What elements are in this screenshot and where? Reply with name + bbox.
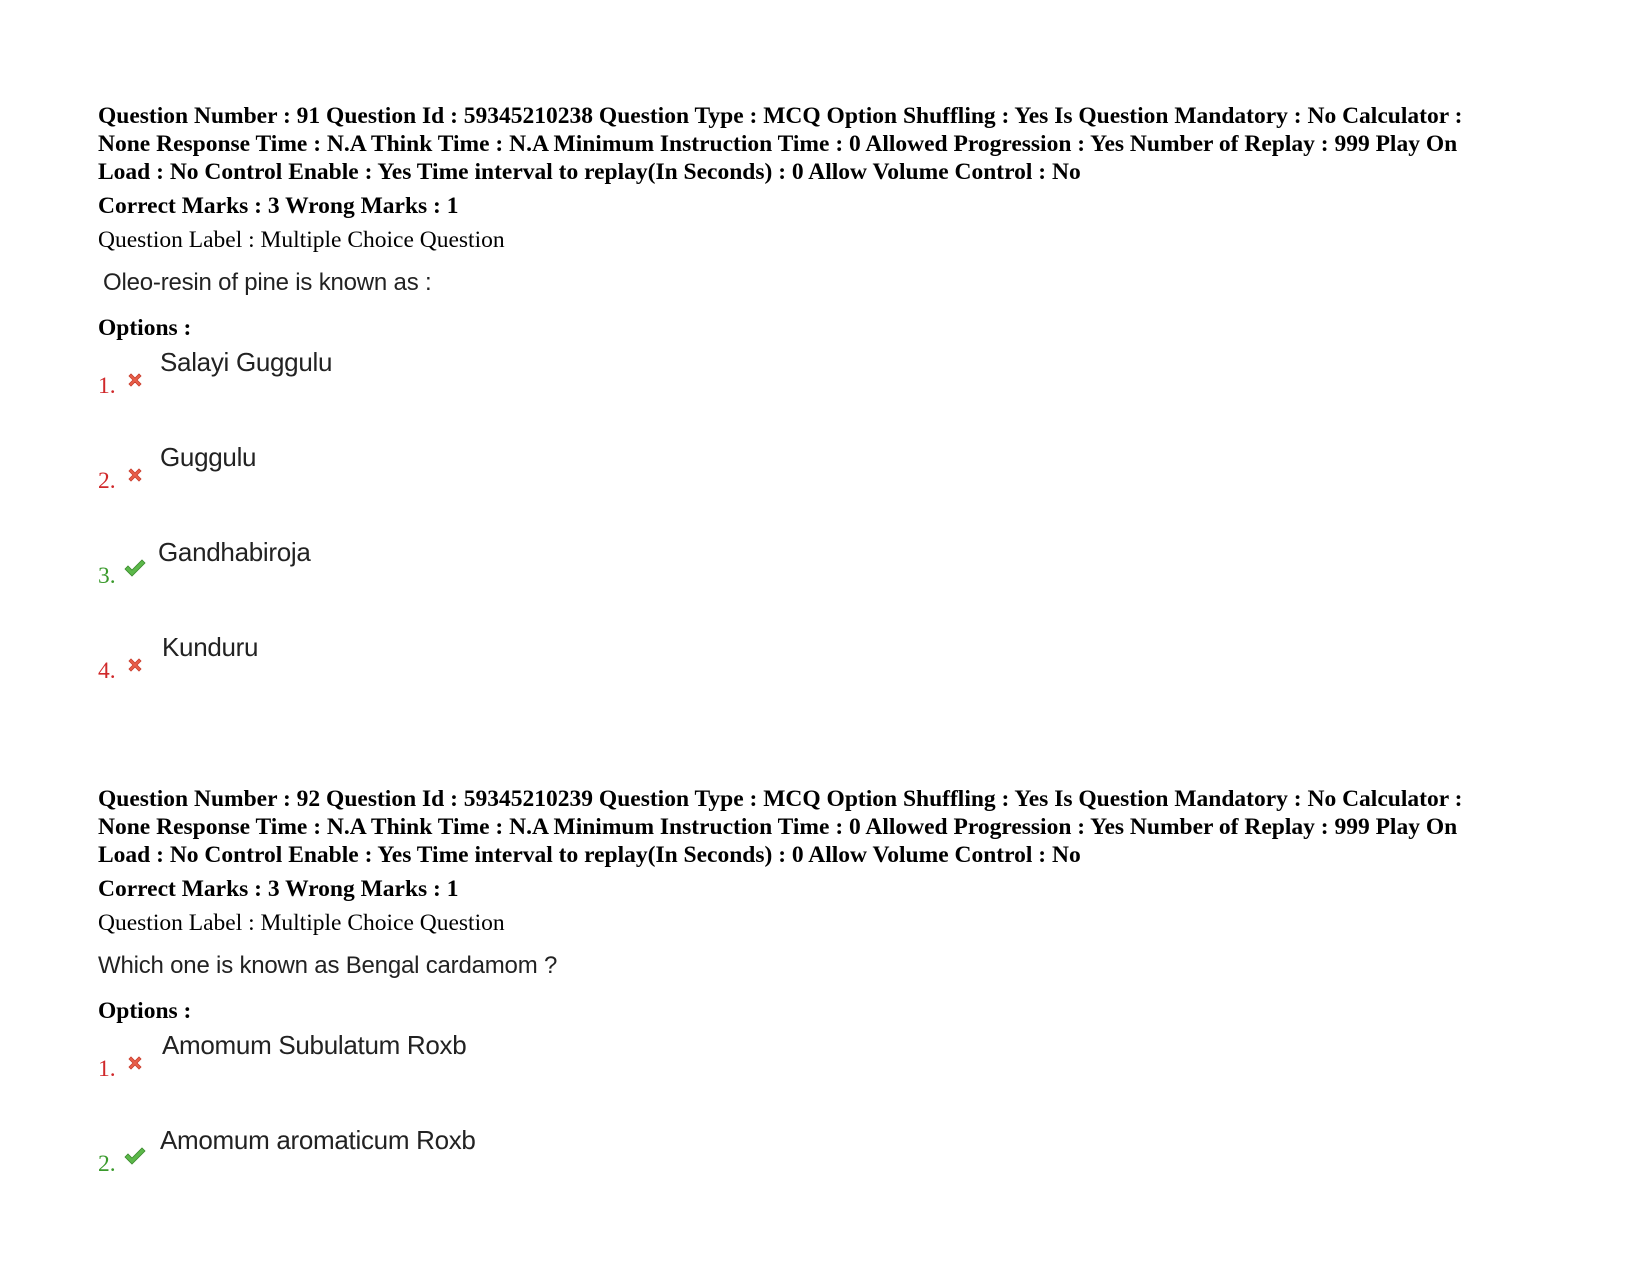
options-title: Options : bbox=[98, 998, 192, 1024]
option-item bbox=[98, 342, 1560, 437]
question-marks: Correct Marks : 3 Wrong Marks : 1 bbox=[98, 193, 459, 219]
option-number: 2. bbox=[98, 1151, 116, 1177]
question-label: Question Label : Multiple Choice Question bbox=[98, 910, 505, 936]
option-text: Amomum Subulatum Roxb bbox=[162, 1030, 467, 1060]
question-marks: Correct Marks : 3 Wrong Marks : 1 bbox=[98, 876, 459, 902]
option-item bbox=[98, 532, 1560, 627]
option-number: 3. bbox=[98, 563, 116, 589]
question-meta-line: None Response Time : N.A Think Time : N.A Minimum Instruction Time : 0 Allowed Progression : Yes Number of Replay : 999 Play On bbox=[98, 814, 1458, 840]
question-text: Oleo-resin of pine is known as : bbox=[103, 269, 432, 296]
option-item bbox=[98, 1120, 1560, 1215]
option-text: Salayi Guggulu bbox=[160, 347, 333, 377]
option-number: 4. bbox=[98, 658, 116, 684]
question-meta bbox=[98, 102, 1560, 186]
question-meta-line: Load : No Control Enable : Yes Time interval to replay(In Seconds) : 0 Allow Volume Control : No bbox=[98, 842, 1081, 868]
question-meta-line: None Response Time : N.A Think Time : N.A Minimum Instruction Time : 0 Allowed Progression : Yes Number of Replay : 999 Play On bbox=[98, 131, 1458, 157]
option-number: 1. bbox=[98, 1056, 116, 1082]
check-icon bbox=[123, 558, 147, 578]
option-text: Guggulu bbox=[160, 442, 257, 472]
question-meta bbox=[98, 785, 1560, 869]
option-text: Gandhabiroja bbox=[158, 537, 311, 567]
option-number: 1. bbox=[98, 373, 116, 399]
options-title: Options : bbox=[98, 315, 192, 341]
option-text: Amomum aromaticum Roxb bbox=[160, 1125, 476, 1155]
option-item bbox=[98, 437, 1560, 532]
cross-icon bbox=[125, 655, 145, 675]
cross-icon bbox=[125, 1053, 145, 1073]
option-item bbox=[98, 1025, 1560, 1120]
option-text: Kunduru bbox=[162, 632, 259, 662]
question-meta-line: Question Number : 91 Question Id : 59345210238 Question Type : MCQ Option Shuffling : Yes Is Question Mandatory : No Calculator : bbox=[98, 103, 1463, 129]
cross-icon bbox=[125, 465, 145, 485]
option-item bbox=[98, 627, 1560, 722]
check-icon bbox=[123, 1146, 147, 1166]
option-number: 2. bbox=[98, 468, 116, 494]
question-block-92 bbox=[98, 785, 1560, 1215]
question-text: Which one is known as Bengal cardamom ? bbox=[98, 952, 558, 979]
question-label: Question Label : Multiple Choice Question bbox=[98, 227, 505, 253]
cross-icon bbox=[125, 370, 145, 390]
question-meta-line: Load : No Control Enable : Yes Time interval to replay(In Seconds) : 0 Allow Volume Control : No bbox=[98, 159, 1081, 185]
question-meta-line: Question Number : 92 Question Id : 59345210239 Question Type : MCQ Option Shuffling : Yes Is Question Mandatory : No Calculator : bbox=[98, 786, 1463, 812]
question-block-91 bbox=[98, 102, 1560, 722]
